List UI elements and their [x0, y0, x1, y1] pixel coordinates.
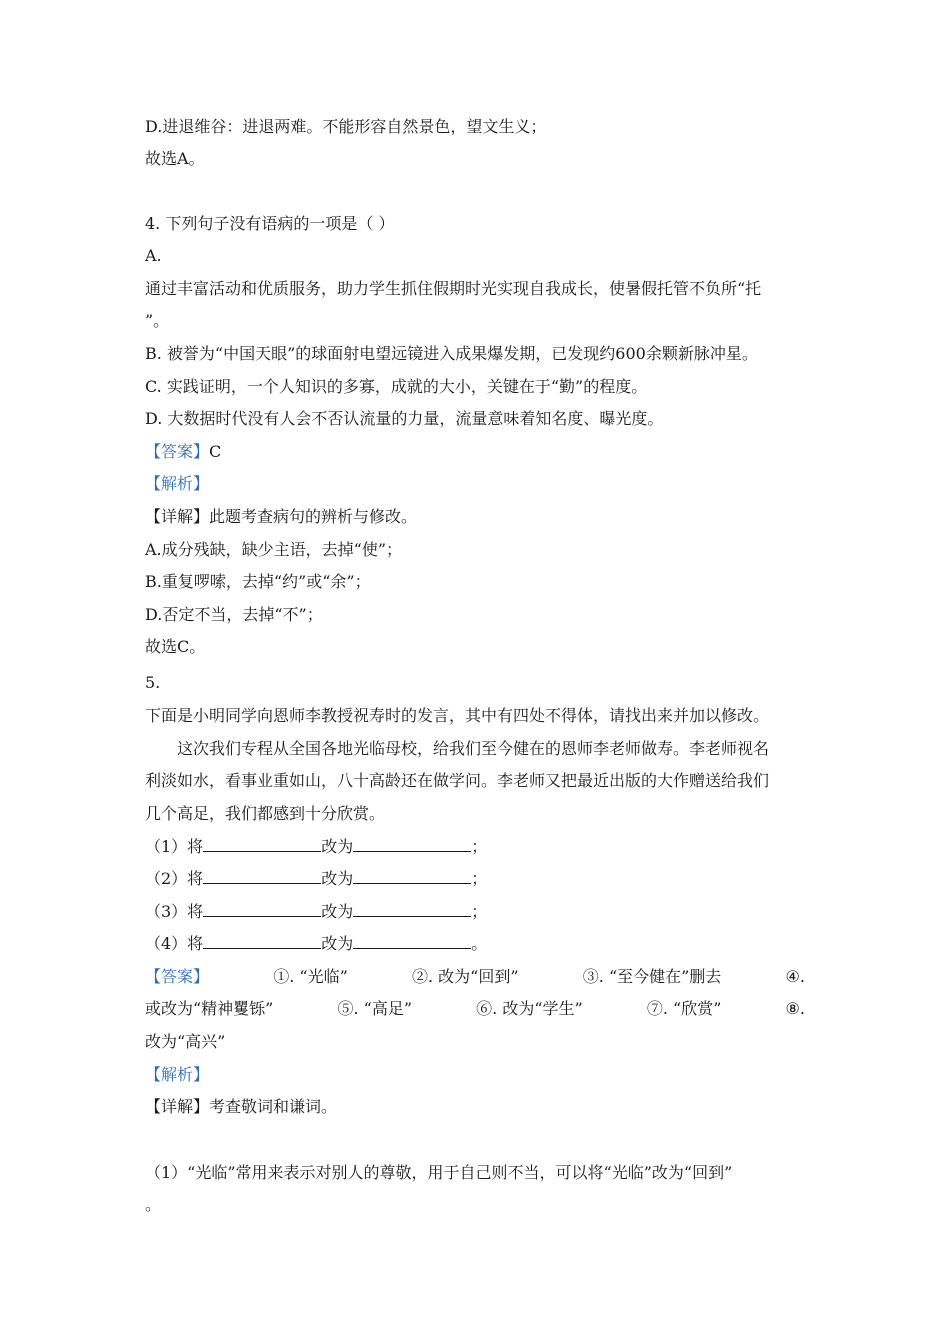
answer-value: C	[209, 442, 222, 461]
q4-explain-d: D.否定不当，去掉“不”；	[145, 605, 323, 624]
q4-option-d: D. 大数据时代没有人会不否认流量的力量，流量意味着知名度、曝光度。	[145, 409, 664, 428]
blank-num: （4）将	[145, 934, 204, 953]
q4-answer	[145, 441, 221, 463]
blank-line[interactable]	[203, 934, 321, 949]
q4-option-a-text: 通过丰富活动和优质服务，助力学生抓住假期时光实现自我成长，使暑假托管不负所“托	[145, 279, 762, 298]
blank-mid: 改为	[321, 837, 354, 856]
q4-stem: 4. 下列句子没有语病的一项是（ ）	[145, 214, 395, 233]
q5-number: 5.	[145, 673, 161, 692]
answer-tag: 【答案】	[145, 967, 210, 986]
q5-answer-row-1	[145, 966, 805, 988]
q5-answer-row-2	[145, 998, 805, 1020]
q4-option-a-tail: ”。	[145, 311, 170, 330]
answer-item: ①. “光临”	[273, 967, 348, 986]
q5-answer-row-3: 改为“高兴”	[145, 1032, 226, 1051]
q5-blank-row	[145, 901, 487, 923]
answer-item: ②. 改为“回到”	[412, 967, 519, 986]
q4-conclusion: 故选C。	[145, 637, 206, 656]
q5-blank-row	[145, 933, 487, 955]
answer-item: ⑥. 改为“学生”	[476, 999, 583, 1018]
answer-item: 或改为“精神矍铄”	[145, 999, 274, 1018]
q4-analysis-tag: 【解析】	[145, 474, 210, 493]
q5-analysis-tag: 【解析】	[145, 1065, 210, 1084]
q4-option-a-label: A.	[145, 246, 162, 265]
answer-tag: 【答案】	[145, 442, 210, 461]
blank-line[interactable]	[353, 902, 471, 917]
q5-explain-1: （1）“光临”常用来表示对别人的尊敬，用于自己则不当，可以将“光临”改为“回到”	[145, 1163, 733, 1182]
q4-explain-a: A.成分残缺，缺少主语，去掉“使”；	[145, 540, 403, 559]
q4-option-b: B. 被誉为“中国天眼”的球面射电望远镜进入成果爆发期，已发现约600余颗新脉冲星。	[145, 344, 758, 363]
q4-detail: 【详解】此题考查病句的辨析与修改。	[145, 507, 418, 526]
answer-item: ⑦. “欣赏”	[646, 999, 722, 1018]
blank-line[interactable]	[203, 837, 321, 852]
q5-passage-line-3: 几个高足，我们都感到十分欣赏。	[145, 804, 386, 823]
answer-item: ⑧.	[785, 999, 805, 1018]
blank-line[interactable]	[353, 837, 471, 852]
q5-detail: 【详解】考查敬词和谦词。	[145, 1097, 338, 1116]
blank-mid: 改为	[321, 869, 354, 888]
blank-num: （2）将	[145, 869, 204, 888]
q5-blank-row	[145, 836, 487, 858]
q5-passage-line-1: 这次我们专程从全国各地光临母校，给我们至今健在的恩师李老师做寿。李老师视名	[177, 739, 770, 758]
blank-num: （1）将	[145, 837, 204, 856]
blank-line[interactable]	[353, 934, 471, 949]
blank-line[interactable]	[353, 869, 471, 884]
blank-end: 。	[471, 934, 488, 953]
blank-mid: 改为	[321, 902, 354, 921]
blank-mid: 改为	[321, 934, 354, 953]
q5-explain-1-tail: 。	[145, 1195, 162, 1214]
q5-blank-row	[145, 868, 487, 890]
prev-conclusion: 故选A。	[145, 149, 205, 168]
answer-item: ⑤. “高足”	[337, 999, 413, 1018]
blank-num: （3）将	[145, 902, 204, 921]
answer-item: ④.	[785, 967, 805, 986]
answer-item: ③. “至今健在”删去	[582, 967, 722, 986]
q5-stem: 下面是小明同学向恩师李教授祝寿时的发言，其中有四处不得体，请找出来并加以修改。	[145, 706, 770, 725]
prev-option-d: D.进退维谷：进退两难。不能形容自然景色，望文生义；	[145, 117, 547, 136]
q5-passage-line-2: 利淡如水，看事业重如山，八十高龄还在做学问。李老师又把最近出版的大作赠送给我们	[145, 771, 770, 790]
blank-end: ；	[471, 837, 488, 856]
blank-line[interactable]	[203, 902, 321, 917]
blank-end: ；	[471, 902, 488, 921]
q4-explain-b: B.重复啰嗦，去掉“约”或“余”；	[145, 572, 371, 591]
q4-option-c: C. 实践证明，一个人知识的多寡，成就的大小，关键在于“勤”的程度。	[145, 377, 648, 396]
blank-end: ；	[471, 869, 488, 888]
blank-line[interactable]	[203, 869, 321, 884]
